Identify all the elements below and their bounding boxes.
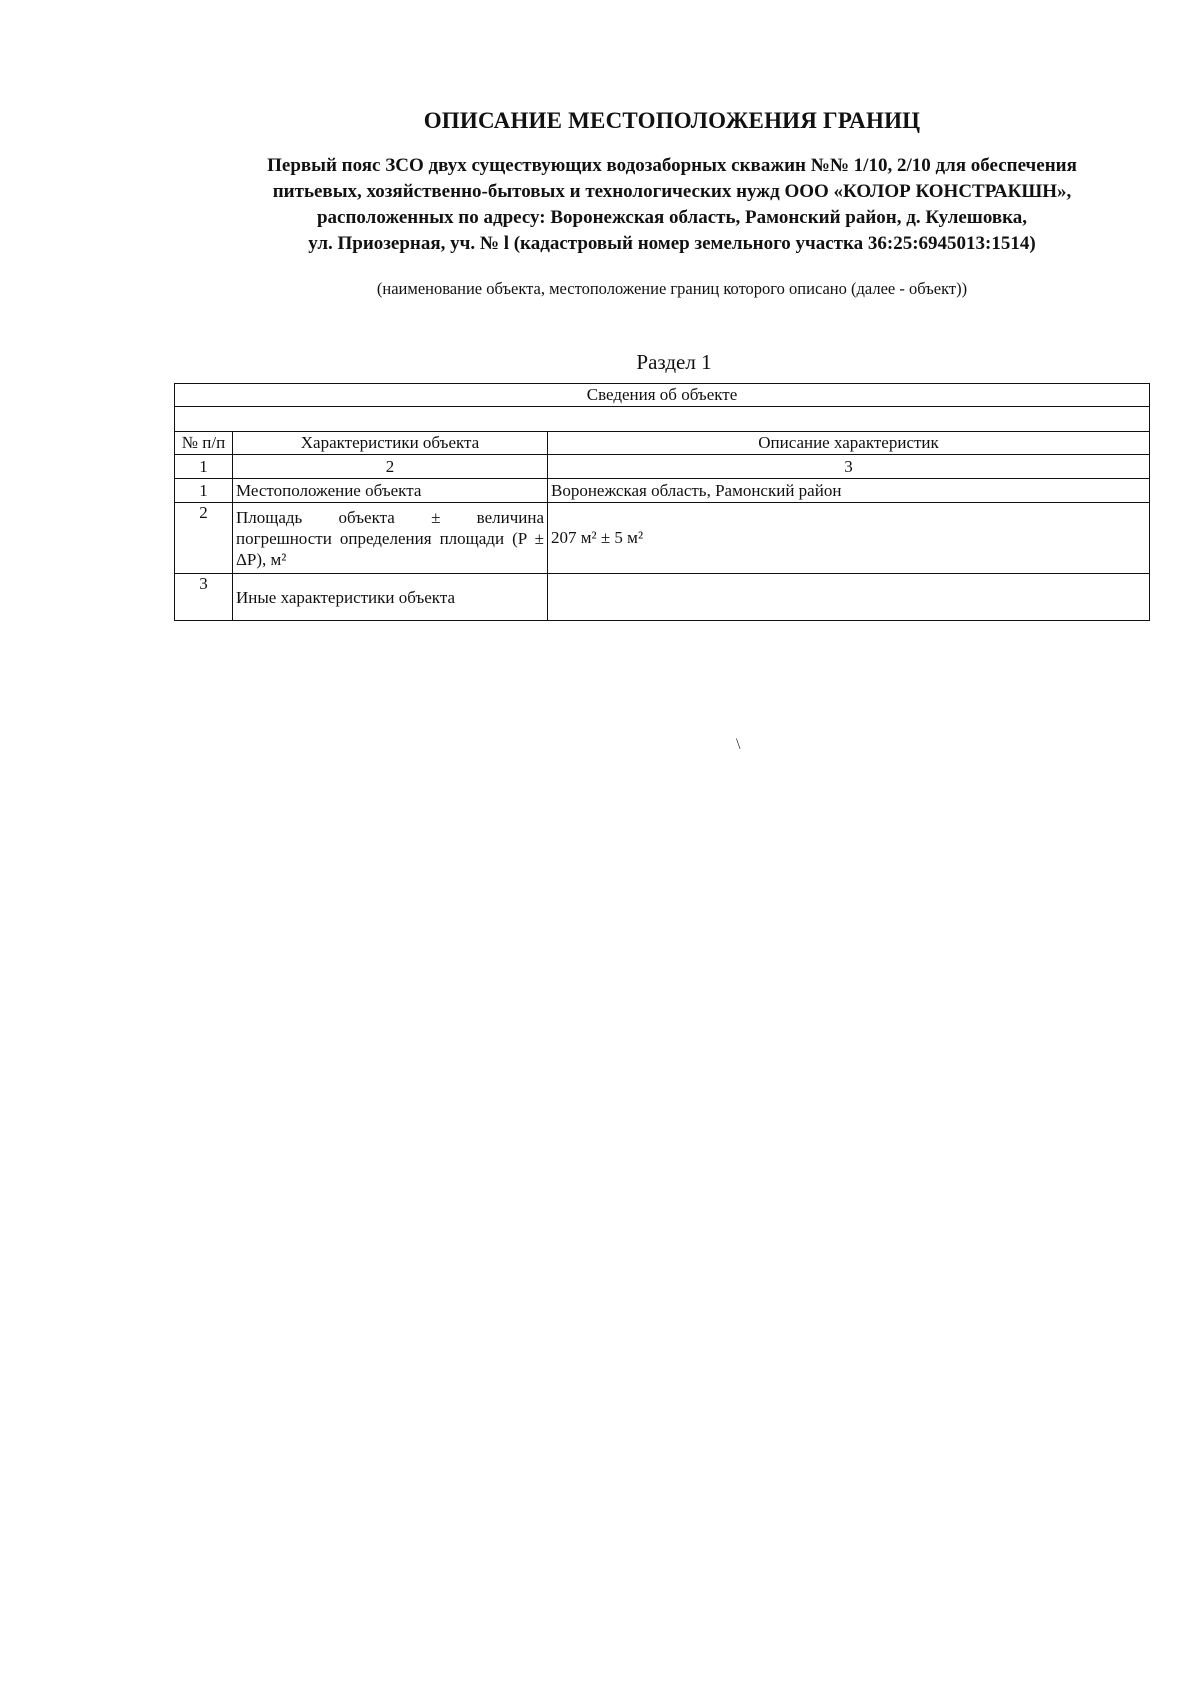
table-row xyxy=(175,479,1150,503)
row-characteristic: Местоположение объекта xyxy=(233,479,548,503)
object-name-line-4: ул. Приозерная, уч. № l (кадастровый номер земельного участка 36:25:6945013:1514) xyxy=(308,233,1036,254)
object-name-line-1: Первый пояс ЗСО двух существующих водозаборных скважин №№ 1/10, 2/10 для обеспечения xyxy=(267,155,1077,176)
column-header-num: № п/п xyxy=(175,432,233,455)
row-characteristic: Иные характеристики объекта xyxy=(233,574,548,621)
table-header: Сведения об объекте xyxy=(175,384,1150,407)
column-number-1: 1 xyxy=(175,455,233,479)
section-heading: Раздел 1 xyxy=(636,350,712,374)
row-num: 1 xyxy=(175,479,233,503)
stray-mark: \ xyxy=(736,736,741,753)
table-empty-cell xyxy=(175,407,1150,432)
object-name-line-2: питьевых, хозяйственно-бытовых и технологических нужд ООО «КОЛОР КОНСТРАКШН», xyxy=(272,181,1072,202)
table-row xyxy=(175,503,1150,574)
table-column-numbers-row xyxy=(175,455,1150,479)
row-description: Воронежская область, Рамонский район xyxy=(548,479,1150,503)
row-num: 2 xyxy=(175,503,233,574)
row-description xyxy=(548,574,1150,621)
table-empty-row xyxy=(175,407,1150,432)
column-header-description: Описание характеристик xyxy=(548,432,1150,455)
row-description: 207 м² ± 5 м² xyxy=(548,503,1150,574)
table-header-row xyxy=(175,384,1150,407)
document-title: ОПИСАНИЕ МЕСТОПОЛОЖЕНИЯ ГРАНИЦ xyxy=(423,108,921,133)
row-num: 3 xyxy=(175,574,233,621)
column-number-3: 3 xyxy=(548,455,1150,479)
object-info-table xyxy=(174,383,1150,621)
row-characteristic: Площадь объекта ± величина погрешности определения площади (P ± ΔP), м² xyxy=(233,503,548,574)
table-row xyxy=(175,574,1150,621)
column-header-characteristic: Характеристики объекта xyxy=(233,432,548,455)
column-number-2: 2 xyxy=(233,455,548,479)
object-name-line-3: расположенных по адресу: Воронежская область, Рамонский район, д. Кулешовка, xyxy=(316,207,1028,228)
object-name xyxy=(170,153,1174,257)
table-columns-row xyxy=(175,432,1150,455)
object-name-caption: (наименование объекта, местоположение границ которого описано (далее - объект)) xyxy=(376,279,968,298)
